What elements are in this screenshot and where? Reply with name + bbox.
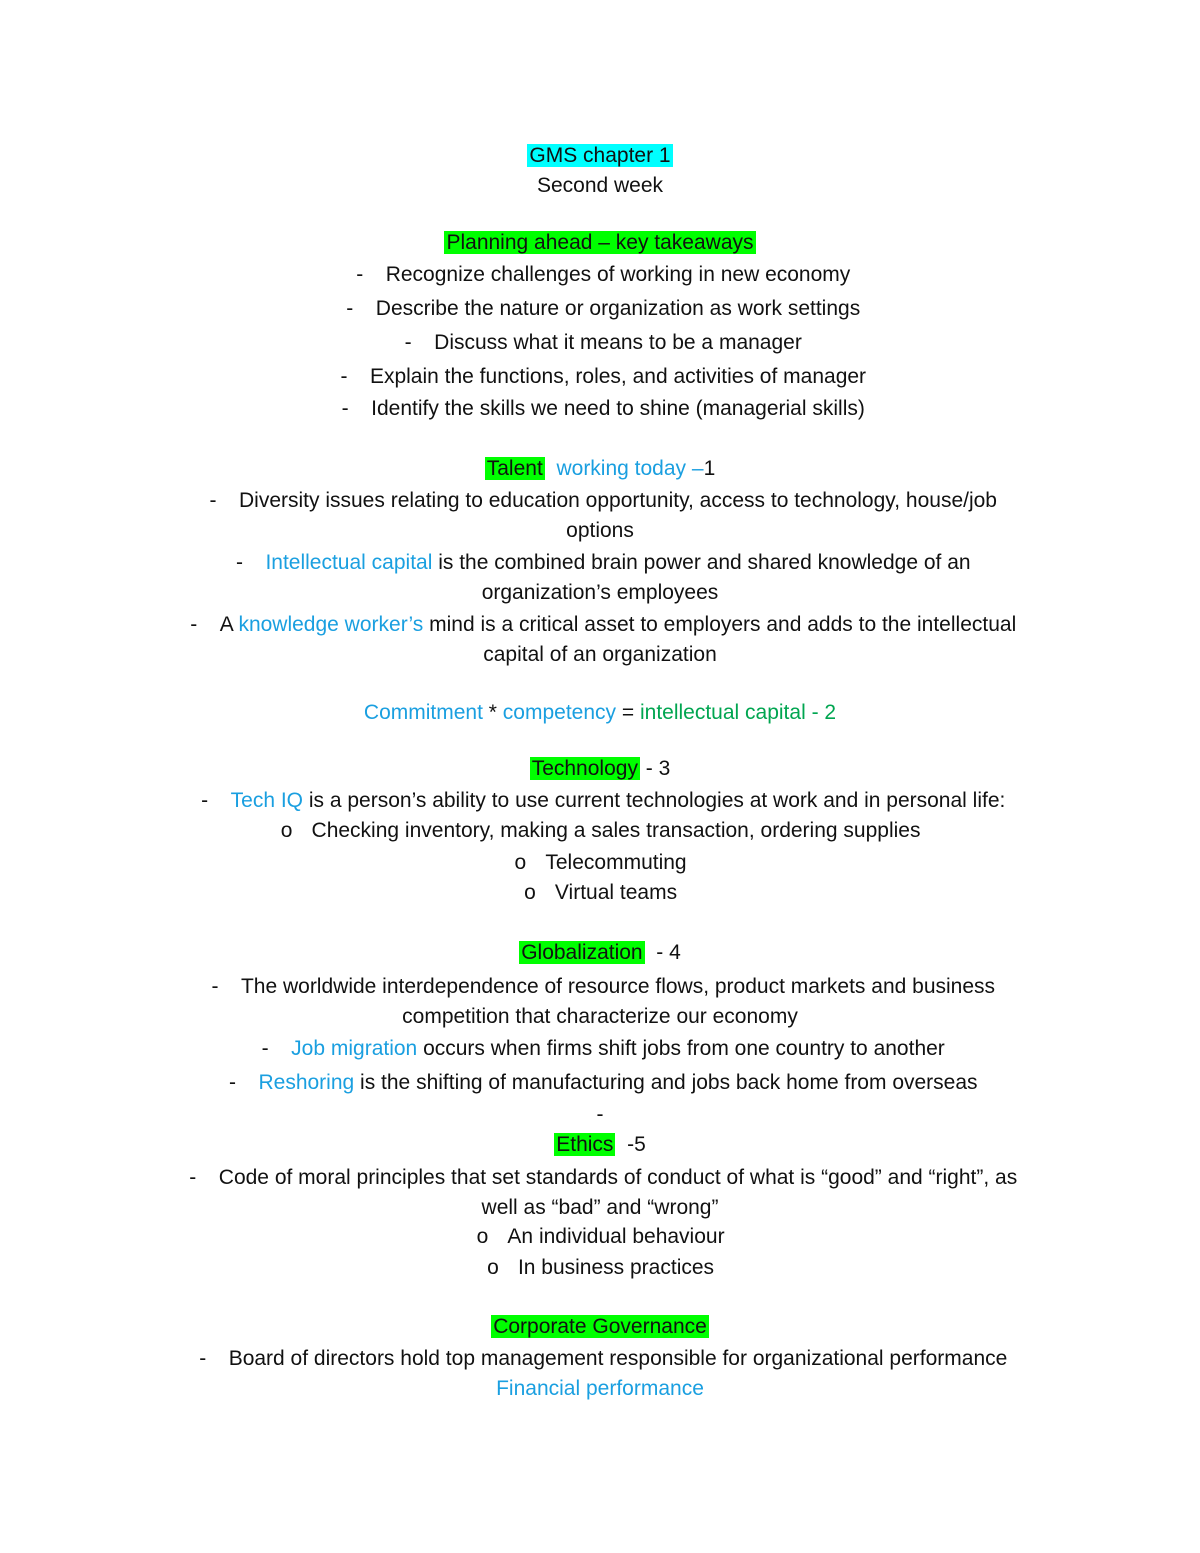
dash-bullet: -: [340, 365, 348, 388]
list-item: [0, 294, 1200, 324]
circle-bullet: o: [514, 851, 527, 874]
list-item-continuation: capital of an organization: [483, 643, 717, 666]
dash-bullet: -: [209, 489, 217, 512]
list-item-continuation: well as “bad” and “wrong”: [481, 1196, 719, 1219]
document-title: GMS chapter 1: [529, 144, 671, 167]
circle-bullet: o: [280, 819, 293, 842]
list-item-continuation: competition that characterize our economy: [402, 1005, 798, 1028]
dash-bullet: -: [356, 263, 364, 286]
dash-bullet: -: [199, 1347, 207, 1370]
dash-bullet: -: [346, 297, 354, 320]
list-item-continuation: organization’s employees: [481, 581, 719, 604]
formula-times: *: [482, 701, 503, 724]
list-item-text: Code of moral principles that set standards of conduct of what is “good” and “right”, as: [218, 1166, 1018, 1189]
globalization-number: - 4: [644, 941, 681, 964]
talent-number: 1: [703, 457, 716, 480]
globalization-heading: Globalization: [521, 941, 643, 964]
circle-bullet: o: [487, 1256, 499, 1279]
list-item-text: Recognize challenges of working in new economy: [385, 263, 851, 286]
talent-heading-rest: working today –: [556, 457, 704, 480]
talent-heading-line: [0, 454, 1200, 484]
dash-bullet: -: [341, 397, 349, 420]
sub-list-item-text: An individual behaviour: [507, 1225, 725, 1248]
dash-bullet: -: [235, 551, 243, 574]
document-subtitle: Second week: [536, 174, 664, 197]
technology-heading-line: [0, 754, 1200, 784]
term-knowledge-worker: knowledge worker’s: [238, 613, 424, 636]
dash-bullet: -: [190, 613, 198, 636]
formula-result: intellectual capital - 2: [639, 701, 837, 724]
list-item-text: Discuss what it means to be a manager: [434, 331, 802, 354]
list-item-text: occurs when firms shift jobs from one country to another: [417, 1037, 945, 1060]
sub-list-item: [0, 816, 1200, 846]
globalization-heading-line: [0, 938, 1200, 968]
sub-list-item: [0, 848, 1200, 878]
list-item-text: The worldwide interdependence of resource flows, product markets and business: [240, 975, 996, 998]
dash-bullet: -: [261, 1037, 269, 1060]
technology-heading: Technology: [531, 757, 638, 780]
list-item: [0, 548, 1200, 578]
sub-list-item: [0, 1253, 1200, 1283]
list-item: [0, 394, 1200, 424]
planning-heading-line: [0, 228, 1200, 258]
list-item-text: is the combined brain power and shared knowledge of an: [432, 551, 971, 574]
list-item-text: is a person’s ability to use current technologies at work and in personal life:: [303, 789, 1006, 812]
list-item: [0, 786, 1200, 816]
list-item: [0, 260, 1200, 290]
list-item-prefix: A: [219, 613, 239, 636]
list-item: [0, 1163, 1200, 1193]
governance-heading: Corporate Governance: [493, 1315, 707, 1338]
list-item: [0, 328, 1200, 358]
dash-bullet: -: [404, 331, 412, 354]
list-item-text: mind is a critical asset to employers and adds to the intellectual: [423, 613, 1017, 636]
trailing-dash: -: [596, 1103, 604, 1126]
list-item-text: Board of directors hold top management responsible for organizational performance: [228, 1347, 1008, 1370]
list-item-text: Explain the functions, roles, and activities of manager: [369, 365, 867, 388]
sub-list-item-text: In business practices: [517, 1256, 715, 1279]
formula-line: [0, 698, 1200, 728]
list-item: [0, 1034, 1200, 1064]
financial-performance-heading: Financial performance: [496, 1377, 704, 1400]
sub-list-item-text: Telecommuting: [545, 851, 687, 874]
sub-list-item: [0, 1222, 1200, 1252]
list-item: [0, 972, 1200, 1002]
dash-bullet: -: [228, 1071, 236, 1094]
dash-bullet: -: [189, 1166, 197, 1189]
list-item-continuation: options: [566, 519, 634, 542]
formula-commitment: Commitment: [363, 701, 483, 724]
sub-list-item-text: Checking inventory, making a sales transaction, ordering supplies: [311, 819, 921, 842]
ethics-number: -5: [615, 1133, 646, 1156]
sub-list-item: [0, 878, 1200, 908]
list-item: [0, 1068, 1200, 1098]
sub-list-item-text: Virtual teams: [554, 881, 678, 904]
list-item-text: Identify the skills we need to shine (managerial skills): [371, 397, 865, 420]
circle-bullet: o: [524, 881, 536, 904]
ethics-heading: Ethics: [556, 1133, 614, 1156]
list-item: [0, 1344, 1200, 1374]
term-reshoring: Reshoring: [258, 1071, 355, 1094]
ethics-heading-line: [0, 1130, 1200, 1160]
term-intellectual-capital: Intellectual capital: [265, 551, 433, 574]
list-item: [0, 486, 1200, 516]
dash-bullet: -: [201, 789, 209, 812]
circle-bullet: o: [476, 1225, 489, 1248]
governance-heading-line: [0, 1312, 1200, 1342]
term-tech-iq: Tech IQ: [230, 789, 304, 812]
technology-number: - 3: [639, 757, 671, 780]
list-item: [0, 362, 1200, 392]
list-item: [0, 610, 1200, 640]
formula-competency: competency: [502, 701, 617, 724]
planning-heading: Planning ahead – key takeaways: [446, 231, 754, 254]
list-item-text: Diversity issues relating to education opportunity, access to technology, house/job: [239, 489, 997, 512]
document-title-line: [0, 141, 1200, 171]
term-job-migration: Job migration: [291, 1037, 418, 1060]
formula-equals: =: [616, 701, 640, 724]
dash-bullet: -: [211, 975, 219, 998]
talent-heading: Talent: [486, 457, 543, 480]
list-item-text: is the shifting of manufacturing and jobs back home from overseas: [354, 1071, 978, 1094]
list-item-text: Describe the nature or organization as work settings: [375, 297, 861, 320]
